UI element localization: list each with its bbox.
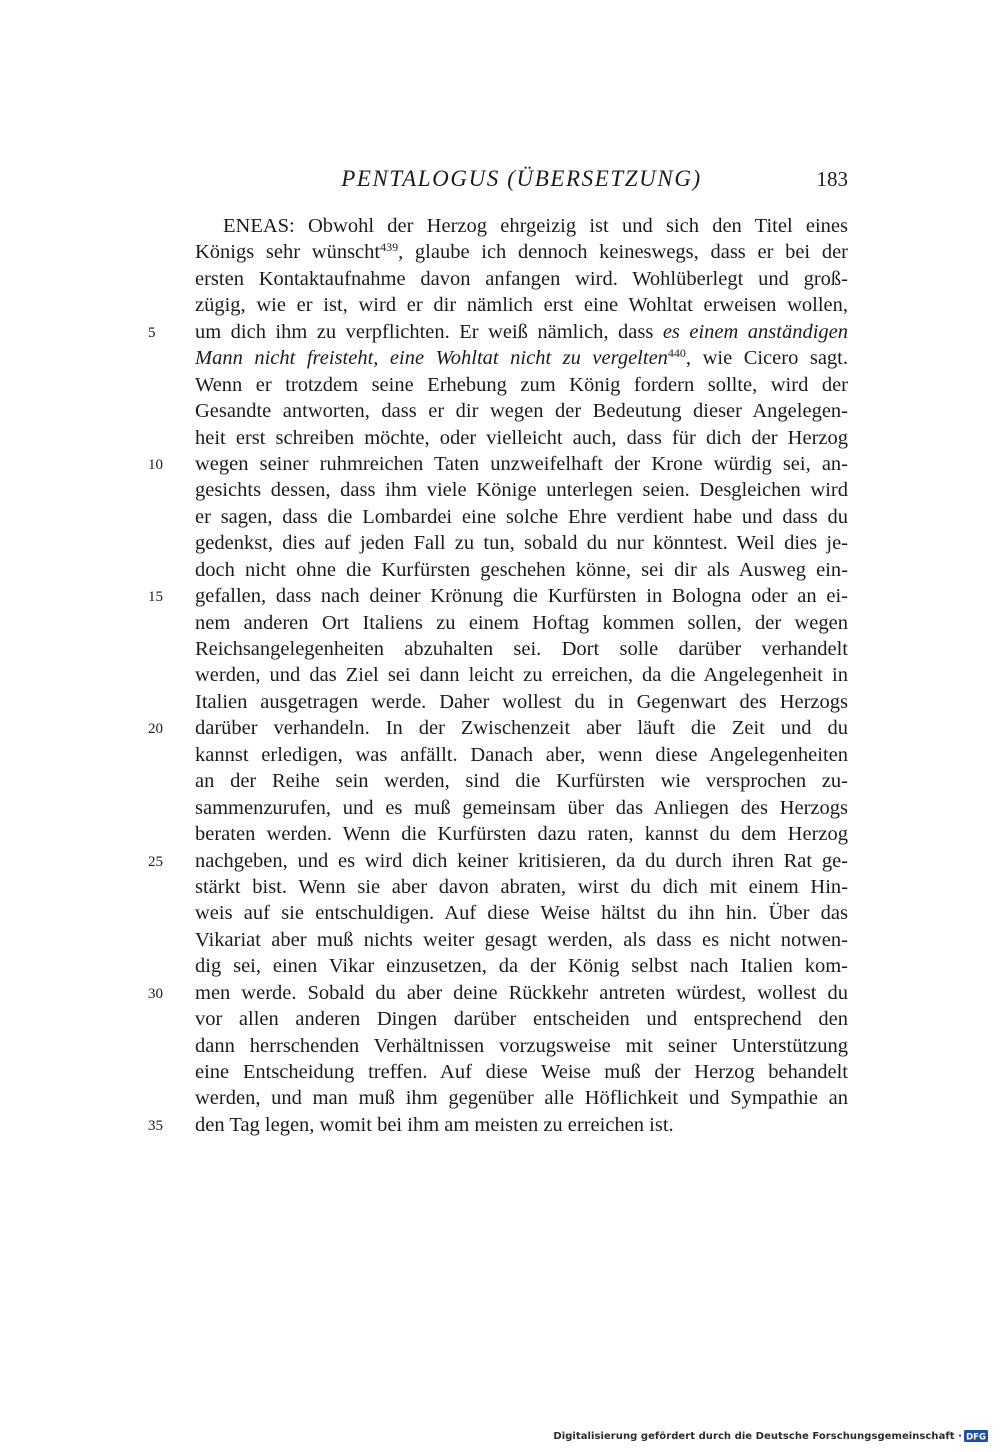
line-text: stärkt bist. Wenn sie aber davon abraten, wirst du dich mit einem Hin- [195,875,848,898]
line-number: 20 [148,721,163,738]
text-line [195,292,848,318]
text-line [195,398,848,424]
text-line [195,477,848,503]
line-text: doch nicht ohne die Kurfürsten geschehen könne, sei dir als Ausweg ein- [195,558,848,581]
footnote-marker: 439 [380,240,399,255]
text-line [195,239,848,265]
line-text: Königs sehr wünscht [195,241,381,264]
text-line [195,1059,848,1085]
line-text: gedenkst, dies auf jeden Fall zu tun, sobald du nur könntest. Weil dies je- [195,532,848,555]
running-title: PENTALOGUS (ÜBERSETZUNG) [341,166,702,191]
text-line [148,319,848,345]
text-line [195,768,848,794]
line-text: nem anderen Ort Italiens zu einem Hoftag kommen sollen, der wegen [195,611,848,634]
text-line [195,821,848,847]
italic-quote: es einem anständigen [662,320,848,343]
line-text: beraten werden. Wenn die Kurfürsten dazu raten, kannst du dem Herzog [195,823,848,846]
line-number: 25 [148,853,163,870]
text-line [195,662,848,688]
text-line [148,980,848,1006]
line-text: wegen seiner ruhmreichen Taten unzweifelhaft der Krone würdig sei, an- [195,452,848,475]
line-text: dann herrschenden Verhältnissen vorzugsweise mit seiner Unterstützung [195,1034,848,1057]
line-text: gesichts dessen, dass ihm viele Könige unterlegen seien. Desgleichen wird [195,479,848,502]
text-line [195,372,848,398]
line-text: heit erst schreiben möchte, oder vielleicht auch, dass für dich der Herzog [195,426,848,449]
text-line [195,213,848,239]
text-line [195,927,848,953]
line-text: weis auf sie entschuldigen. Auf diese Weise hältst du ihn hin. Über das [195,902,848,925]
page-number: 183 [816,167,848,191]
text-line [195,1006,848,1032]
body-text [148,213,849,1138]
text-line [195,742,848,768]
text-line [195,795,848,821]
text-line [195,504,848,530]
line-number: 10 [148,456,163,473]
text-line [148,451,848,477]
text-line [148,583,848,609]
line-text: gefallen, dass nach deiner Krönung die Kurfürsten in Bologna oder an ei- [195,585,848,608]
line-text: ENEAS: Obwohl der Herzog ehrgeizig ist und sich den Titel eines [223,215,848,237]
line-text: dig sei, einen Vikar einzusetzen, da der König selbst nach Italien kom- [195,955,848,978]
line-text: eine Entscheidung treffen. Auf diese Weise muß der Herzog behandelt [195,1061,848,1083]
funding-notice: Digitalisierung gefördert durch die Deutsche Forschungsgemeinschaft · [553,1430,962,1442]
svg-text:DFG: DFG [966,1432,986,1442]
text-line [195,900,848,926]
running-head [195,162,848,196]
line-number: 35 [148,1117,163,1134]
line-text: an der Reihe sein werden, sind die Kurfürsten wie versprochen zu- [195,770,848,793]
line-text: sammenzurufen, und es muß gemeinsam über das Anliegen des Herzogs [195,796,848,819]
italic-quote: Mann nicht freisteht, eine Wohltat nicht zu vergelten [195,347,668,370]
text-line [195,557,848,583]
line-text: darüber verhandeln. In der Zwischenzeit aber läuft die Zeit und du [195,717,848,740]
line-text: Reichsangelegenheiten abzuhalten sei. Dort solle darüber verhandelt [195,638,848,660]
line-text: Gesandte antworten, dass er dir wegen der Bedeutung dieser Angelegen- [195,400,848,423]
text-line [148,715,848,741]
line-text: er sagen, dass die Lombardei eine solche Ehre verdient habe und dass du [195,505,848,528]
line-text: kannst erledigen, was anfällt. Danach aber, wenn diese Angelegenheiten [195,743,848,766]
line-text: Vikariat aber muß nichts weiter gesagt werden, als dass es nicht notwen- [195,928,848,951]
line-text: zügig, wie er ist, wird er dir nämlich erst eine Wohltat erweisen wollen, [195,294,848,317]
line-number: 15 [148,589,163,606]
line-text: werden, und man muß ihm gegenüber alle Höflichkeit und Sympathie an [195,1087,848,1110]
text-line [195,953,848,979]
line-text: men werde. Sobald du aber deine Rückkehr antreten würdest, wollest du [195,981,848,1004]
line-text: werden, und das Ziel sei dann leicht zu erreichen, da die Angelegenheit in [195,664,848,687]
line-text: Italien ausgetragen werde. Daher wollest du in Gegenwart des Herzogs [195,690,848,713]
text-line [148,1112,848,1138]
text-line [195,1033,848,1059]
text-line [195,345,848,371]
dfg-logo [964,1430,988,1442]
text-line [195,636,848,662]
line-text: um dich ihm zu verpflichten. Er weiß nämlich, dass [195,320,663,343]
line-number: 5 [148,324,156,341]
line-text: vor allen anderen Dingen darüber entscheiden und entsprechend den [195,1008,848,1031]
line-text: den Tag legen, womit bei ihm am meisten zu erreichen ist. [195,1113,674,1136]
line-text: nachgeben, und es wird dich keiner kritisieren, da du durch ihren Rat ge- [195,849,848,872]
line-text: , glaube ich dennoch keineswegs, dass er bei der [398,241,848,264]
line-text: ersten Kontaktaufnahme davon anfangen wird. Wohlüberlegt und groß- [195,267,848,290]
text-line [195,266,848,292]
line-text: , wie Cicero sagt. [685,347,849,370]
text-line [195,530,848,556]
text-line [195,1085,848,1111]
text-line [195,874,848,900]
line-text: Wenn er trotzdem seine Erhebung zum König fordern sollte, wird der [195,373,848,396]
text-line [148,848,848,874]
digitization-footer [553,1429,988,1443]
footnote-marker: 440 [667,346,686,361]
text-line [195,610,848,636]
text-line [195,425,848,451]
text-line [195,689,848,715]
line-number: 30 [148,985,163,1002]
